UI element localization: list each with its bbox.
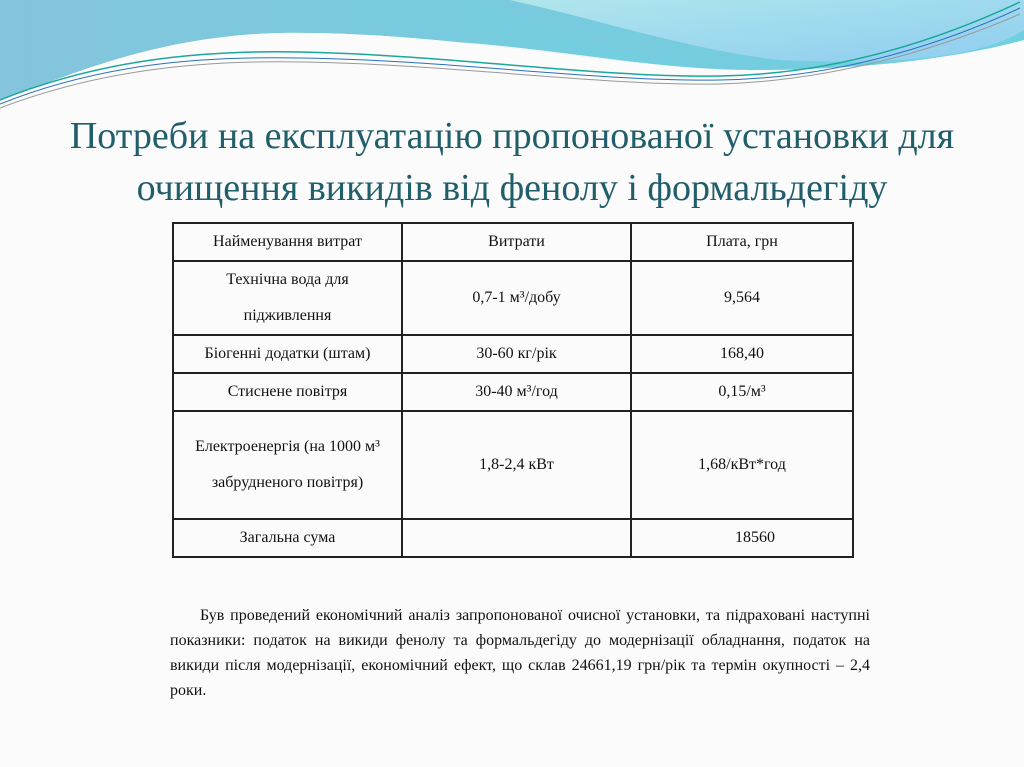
name-cell: Електроенергія (на 1000 м³ забрудненого повітря) [173,411,402,519]
header-cell: Найменування витрат [173,223,402,261]
cost-cell: 18560 [631,519,853,557]
usage-cell: 0,7-1 м³/добу [402,261,631,335]
name-cell: Стиснене повітря [173,373,402,411]
wave-decoration [0,0,1024,120]
summary-paragraph: Був проведений економічний аналіз запропонованої очисної установки, та підраховані наступні показники: податок на викиди фенолу та формальдегіду до модернізації обладнання, податок на викиди після модернізації, економічний ефект, що склав 24661,19 грн/рік та термін окупності – 2,4 роки. [170,607,870,699]
name-cell: Загальна сума [173,519,402,557]
cost-cell: 1,68/кВт*год [631,411,853,519]
title-line-2: очищення викидів від фенолу і формальдегіду [136,167,888,209]
cost-cell: 9,564 [631,261,853,335]
total-row [173,519,853,557]
header-cell: Плата, грн [631,223,853,261]
usage-cell: 30-60 кг/рік [402,335,631,373]
costs-table [172,222,854,558]
table-header-row [173,223,853,261]
name-cell: Технічна вода для підживлення [173,261,402,335]
table-row [173,411,853,519]
title-line-1: Потреби на експлуатацію пропонованої установки для [69,115,955,157]
table-row [173,335,853,373]
name-cell: Біогенні додатки (штам) [173,335,402,373]
usage-cell [402,519,631,557]
cost-cell: 168,40 [631,335,853,373]
cost-cell: 0,15/м³ [631,373,853,411]
usage-cell: 1,8-2,4 кВт [402,411,631,519]
table-row [173,261,853,335]
slide-title [0,110,1024,214]
header-cell: Витрати [402,223,631,261]
usage-cell: 30-40 м³/год [402,373,631,411]
table-row [173,373,853,411]
